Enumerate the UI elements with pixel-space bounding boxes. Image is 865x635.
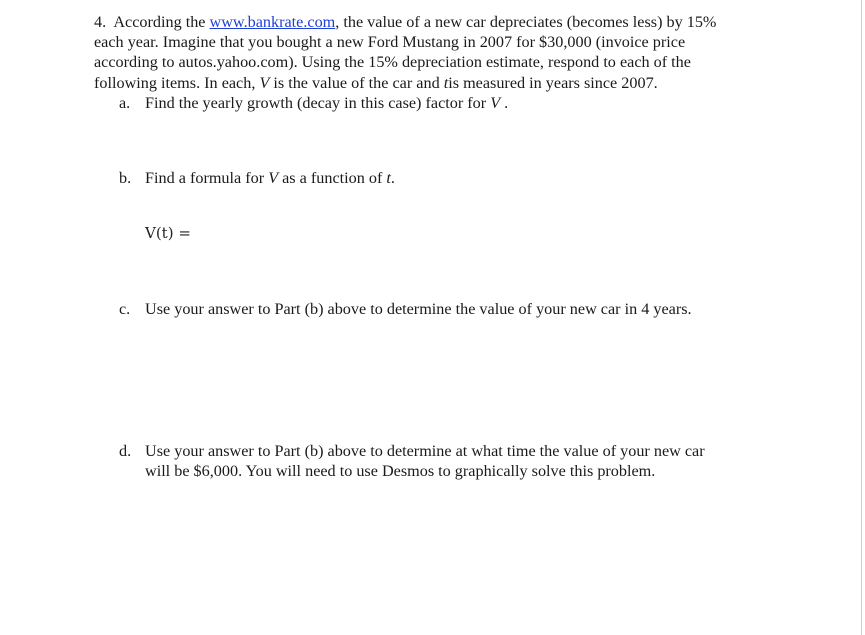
variable-v: V	[490, 94, 501, 112]
part-b-letter: b.	[119, 169, 132, 187]
part-b-text: Find a formula for	[145, 169, 269, 187]
part-b-text: as a function of	[278, 169, 387, 187]
part-c-letter: c.	[119, 300, 131, 318]
question-number: 4.	[94, 13, 107, 31]
part-a	[119, 94, 759, 114]
part-d-letter: d.	[119, 442, 132, 460]
intro-text: is the value of the car and	[269, 73, 444, 92]
part-b	[119, 169, 759, 189]
variable-t: t	[443, 73, 449, 92]
variable-v: V	[268, 169, 279, 187]
intro-text: , the value of a new car depreciates (becomes less) by 15%	[335, 13, 717, 31]
variable-t: t	[386, 169, 391, 187]
part-d-line1: Use your answer to Part (b) above to determine at what time the value of your new car	[145, 442, 705, 460]
question-4-intro	[94, 12, 764, 93]
intro-text: is measured in years since 2007.	[448, 73, 658, 92]
intro-text: according to autos.yahoo.com). Using the 15% depreciation estimate, respond to each of the	[94, 53, 691, 72]
part-a-end: .	[500, 94, 509, 112]
formula-v-of-t: V(t) =	[145, 224, 191, 242]
intro-text: following items. In each,	[94, 73, 260, 92]
part-d	[119, 442, 759, 481]
part-b-end: .	[390, 169, 395, 187]
bankrate-link[interactable]: www.bankrate.com	[209, 13, 336, 31]
part-c-text: Use your answer to Part (b) above to determine the value of your new car in 4 years.	[145, 300, 692, 318]
part-d-line2: will be $6,000. You will need to use Desmos to graphically solve this problem.	[145, 461, 656, 480]
part-a-letter: a.	[119, 94, 131, 112]
page-edge	[861, 0, 862, 635]
part-c	[119, 300, 759, 320]
variable-v: V	[259, 73, 270, 92]
intro-text: each year. Imagine that you bought a new Ford Mustang in 2007 for $30,000 (invoice price	[94, 33, 686, 52]
part-a-text: Find the yearly growth (decay in this case) factor for	[145, 94, 491, 112]
intro-text: According the	[113, 13, 210, 31]
